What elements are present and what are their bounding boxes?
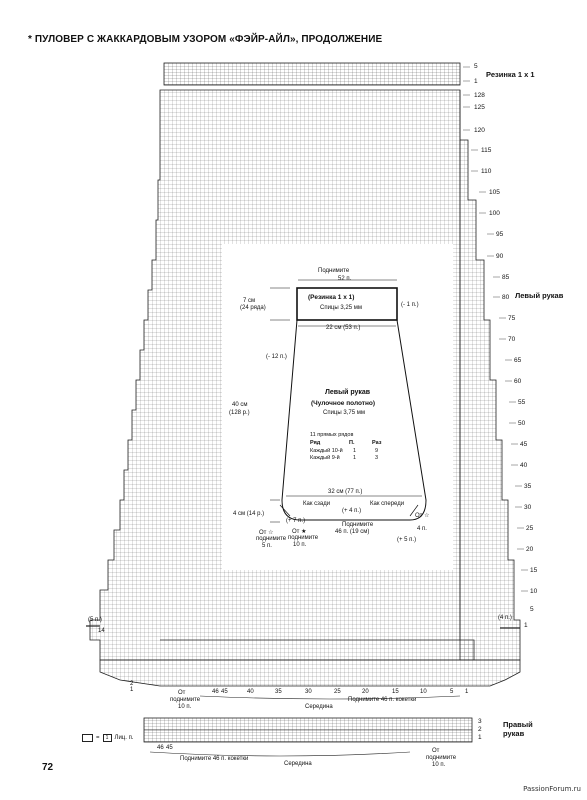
row-number: 1 — [474, 78, 478, 85]
row-number: 1 — [478, 734, 482, 741]
stitch-number: 45 — [166, 745, 173, 751]
table-cell: 1 — [353, 455, 357, 461]
row-number: 35 — [524, 483, 532, 490]
left-sts: 5 п. — [262, 543, 272, 549]
row-number: 65 — [514, 357, 522, 364]
plus-four: (+ 4 п.) — [342, 508, 362, 514]
left-sleeve-label: Левый рукав — [515, 291, 564, 300]
stitch-number: 15 — [392, 689, 399, 695]
as-back: Как сзади — [303, 501, 331, 507]
legend-eq: = — [96, 735, 100, 741]
center-label: Середина — [284, 761, 312, 767]
rib-title: (Резинка 1 x 1) — [308, 294, 355, 301]
watermark: PassionForum.ru — [523, 785, 581, 793]
yoke-chart — [100, 660, 520, 686]
plus-five: (+ 5 п.) — [397, 537, 417, 543]
rib-band — [164, 63, 460, 85]
row-number: 70 — [508, 336, 516, 343]
plus-seven: (+ 7 п.) — [286, 518, 306, 524]
pickup-mid: Поднимите — [342, 522, 374, 528]
cuff-rows: (24 ряда) — [240, 305, 266, 311]
pickup-label: поднимите — [170, 697, 201, 703]
stitch-number: 46 — [212, 689, 219, 695]
body-height: 40 см — [232, 402, 248, 408]
row-number: 10 — [530, 588, 538, 595]
stitch-number: 46 — [157, 745, 164, 751]
pickup-center: поднимите — [288, 535, 319, 541]
legend-box-number: 1 — [103, 734, 112, 742]
row-number: 105 — [489, 189, 500, 196]
from-star-left: От ☆ — [259, 530, 274, 536]
cuff-height: 7 см — [243, 298, 256, 304]
row-number: 5 — [474, 63, 478, 70]
row-number: 15 — [530, 567, 538, 574]
stitch-number: 35 — [275, 689, 282, 695]
yoke-pickup-label: Поднимите 46 п. кокетки — [348, 697, 417, 703]
pickup-top: Поднимите — [318, 268, 350, 274]
row-number: 115 — [481, 147, 492, 154]
stitch-number: 40 — [247, 689, 254, 695]
stitch-number: 10 — [420, 689, 427, 695]
count-label: 14 — [98, 628, 105, 634]
row-number: 85 — [502, 274, 510, 281]
row-number: 125 — [474, 104, 485, 111]
table-header-row: Ряд — [310, 440, 321, 446]
pickup-top-sts: 52 п. — [338, 276, 352, 282]
table-cell: Каждый 9-й — [310, 455, 340, 461]
table-cell: 1 — [353, 448, 357, 454]
stitch-number: 20 — [362, 689, 369, 695]
table-header-sts: П. — [349, 440, 355, 446]
row-number: 5 — [530, 606, 534, 613]
right-sleeve-label: Правый рукав — [503, 720, 533, 738]
row-number: 90 — [496, 253, 504, 260]
rib-label: Резинка 1 x 1 — [486, 70, 535, 79]
stitch-number: 1 — [465, 689, 469, 695]
rib-needles: Спицы 3,25 мм — [320, 305, 362, 311]
table-cell: 3 — [375, 455, 379, 461]
minus-one: (- 1 п.) — [401, 302, 419, 308]
stitch-number: 5 — [450, 689, 454, 695]
row-number: 2 — [478, 726, 482, 733]
yoke-height: 4 см (14 р.) — [233, 511, 265, 517]
row-number: 40 — [520, 462, 528, 469]
sts-label: 10 п. — [178, 704, 192, 710]
row-number: 3 — [478, 718, 482, 725]
page-title: * ПУЛОВЕР С ЖАККАРДОВЫМ УЗОРОМ «ФЭЙР-АЙЛ», ПРОДОЛЖЕНИЕ — [28, 34, 383, 45]
table-header-times: Раз — [372, 440, 382, 446]
pickup-left: поднимите — [256, 536, 287, 542]
stitch-number: 45 — [221, 689, 228, 695]
page-number: 72 — [42, 762, 54, 773]
row-number: 50 — [518, 420, 526, 427]
right-sts: 4 п. — [417, 526, 427, 532]
legend — [82, 734, 134, 742]
row-number: 60 — [514, 378, 522, 385]
five-sts-note: (5 п.) — [88, 617, 102, 623]
row-number: 128 — [474, 92, 485, 99]
stitch-name: (Чулочное полотно) — [311, 400, 376, 407]
as-front: Как спереди — [370, 501, 405, 507]
body-needles: Спицы 3,75 мм — [323, 410, 365, 416]
row-number: 100 — [489, 210, 500, 217]
center-sts: 10 п. — [293, 542, 307, 548]
minus-twelve: (- 12 п.) — [266, 354, 287, 360]
upper-width: 32 см (77 п.) — [328, 489, 363, 495]
from-star-right: От ☆ — [415, 513, 430, 519]
stitch-number: 30 — [305, 689, 312, 695]
row-number: 25 — [526, 525, 534, 532]
row-number: 30 — [524, 504, 532, 511]
row-number: 20 — [526, 546, 534, 553]
count-label: 2 — [130, 681, 134, 687]
count-label: 1 — [130, 687, 134, 693]
from-star-center: От ★ — [292, 529, 307, 535]
from-star-label: От — [178, 690, 186, 696]
pickup-label: поднимите — [426, 755, 457, 761]
table-cell: 9 — [375, 448, 379, 454]
straight-rows: 11 прямых рядов — [310, 432, 354, 438]
legend-swatch — [82, 734, 93, 742]
four-sts-note: (4 п.) — [498, 615, 512, 621]
row-number: 95 — [496, 231, 504, 238]
from-star-label: От — [432, 748, 440, 754]
mid-sts: 46 п. (19 см) — [335, 529, 370, 535]
table-cell: Каждый 10-й — [310, 448, 343, 454]
yoke-pickup-label: Поднимите 46 п. кокетки — [180, 756, 249, 762]
cuff-width: 22 см (53 п.) — [326, 325, 361, 331]
row-number: 120 — [474, 127, 485, 134]
legend-text: Лиц. п. — [114, 735, 134, 741]
sts-label: 10 п. — [432, 762, 446, 768]
sleeve-title: Левый рукав — [325, 389, 371, 396]
row-number: 110 — [481, 168, 492, 175]
row-number: 80 — [502, 294, 510, 301]
center-label: Середина — [305, 704, 333, 710]
row-number: 1 — [524, 622, 528, 629]
row-number: 45 — [520, 441, 528, 448]
row-number: 55 — [518, 399, 526, 406]
row-number: 75 — [508, 315, 516, 322]
stitch-number: 25 — [334, 689, 341, 695]
body-rows: (128 р.) — [229, 410, 250, 416]
